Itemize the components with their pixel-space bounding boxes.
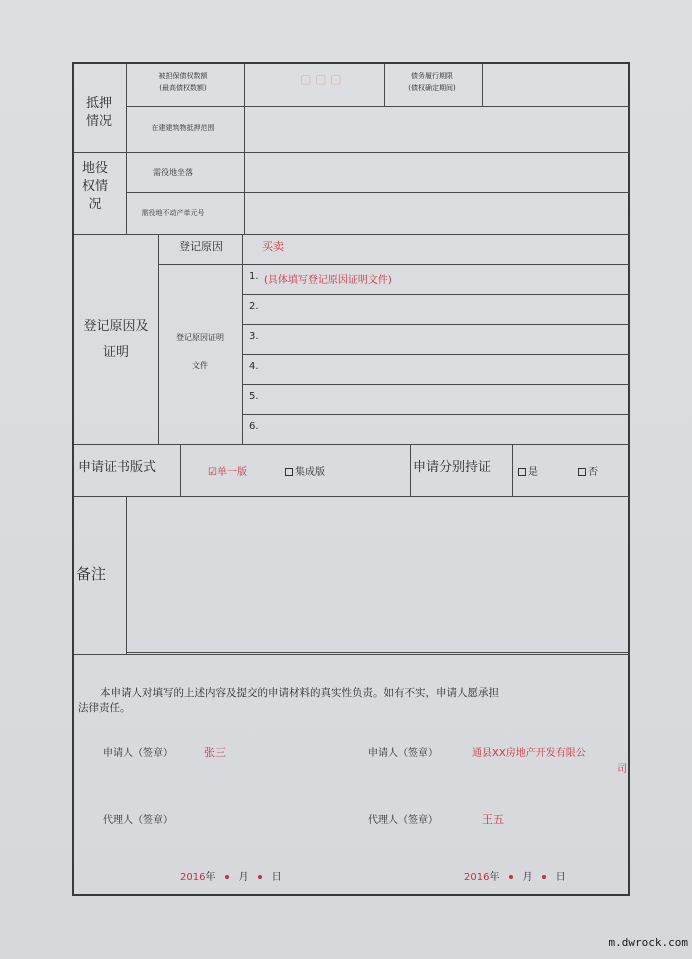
mortgage-section-label: 抵押情况 <box>85 96 112 129</box>
form-frame <box>72 62 630 896</box>
site-watermark: m.dwrock.com <box>608 936 688 949</box>
registration-docs-label-1: 登记原因证明 <box>176 333 224 342</box>
debt-term-sublabel: (债权确定期间) <box>408 84 456 92</box>
declaration-line-2: 法律责任。 <box>78 702 131 714</box>
option-no[interactable]: 否 <box>578 463 598 478</box>
doc-1-text[interactable]: (具体填写登记原因证明文件) <box>264 275 392 286</box>
option-single[interactable]: ☑单一版 <box>208 467 247 478</box>
option-combined[interactable]: 集成版 <box>285 463 325 478</box>
date-left: 2016年 月 日 <box>180 872 282 883</box>
registration-docs-label-2: 文件 <box>192 361 208 370</box>
date-dot-icon <box>509 875 513 879</box>
faint-stamp: ▢ ▢ ▢ <box>300 72 342 86</box>
date-right: 2016年 月 日 <box>464 872 566 883</box>
checkbox-icon <box>285 468 293 476</box>
date-dot-icon <box>225 875 229 879</box>
date-dot-icon <box>258 875 262 879</box>
agent-left-label: 代理人（签章） <box>103 815 173 826</box>
doc-4-number: 4. <box>249 361 259 372</box>
separate-cert-label: 申请分别持证 <box>413 460 492 475</box>
creditor-amount-label: 被担保债权数额 <box>158 72 208 80</box>
debt-term-label: 债务履行期限 <box>411 72 453 80</box>
doc-6-number: 6. <box>249 421 259 432</box>
checkbox-icon <box>518 468 526 476</box>
doc-5-number: 5. <box>249 391 259 402</box>
checkbox-icon <box>578 468 586 476</box>
registration-section-label-1: 登记原因及 <box>83 319 149 334</box>
need-land-unit-label: 需役地不动产单元号 <box>141 209 205 217</box>
need-land-location-label: 需役地坐落 <box>153 168 193 177</box>
doc-2-number: 2. <box>249 301 259 312</box>
option-yes[interactable]: 是 <box>518 463 538 478</box>
registration-reason-value[interactable]: 买卖 <box>262 240 284 253</box>
certificate-format-label: 申请证书版式 <box>78 460 157 475</box>
applicant-right-label: 申请人（签章） <box>368 748 438 759</box>
creditor-amount-sublabel: (最高债权数额) <box>159 84 207 92</box>
applicant-left-value[interactable]: 张三 <box>204 746 226 759</box>
building-scope-label: 在建建筑物抵押范围 <box>151 124 215 132</box>
remarks-field[interactable] <box>126 497 628 647</box>
date-dot-icon <box>542 875 546 879</box>
applicant-right-value-1[interactable]: 通县XX房地产开发有限公 <box>472 748 586 759</box>
applicant-left-label: 申请人（签章） <box>103 748 173 759</box>
doc-3-number: 3. <box>249 331 259 342</box>
doc-1-number: 1. <box>249 271 259 282</box>
applicant-right-value-2: 司 <box>617 764 627 775</box>
registration-section-label-2: 证明 <box>102 345 129 360</box>
remarks-label: 备注 <box>76 565 107 583</box>
easement-section-label: 地役权情况 <box>81 161 108 212</box>
checked-box-icon: ☑ <box>208 467 217 478</box>
agent-right-value[interactable]: 王五 <box>482 813 504 826</box>
agent-right-label: 代理人（签章） <box>368 815 438 826</box>
registration-reason-label: 登记原因 <box>179 240 223 253</box>
declaration-line-1: 本申请人对填写的上述内容及提交的申请材料的真实性负责。如有不实，申请人愿承担 <box>100 687 499 699</box>
